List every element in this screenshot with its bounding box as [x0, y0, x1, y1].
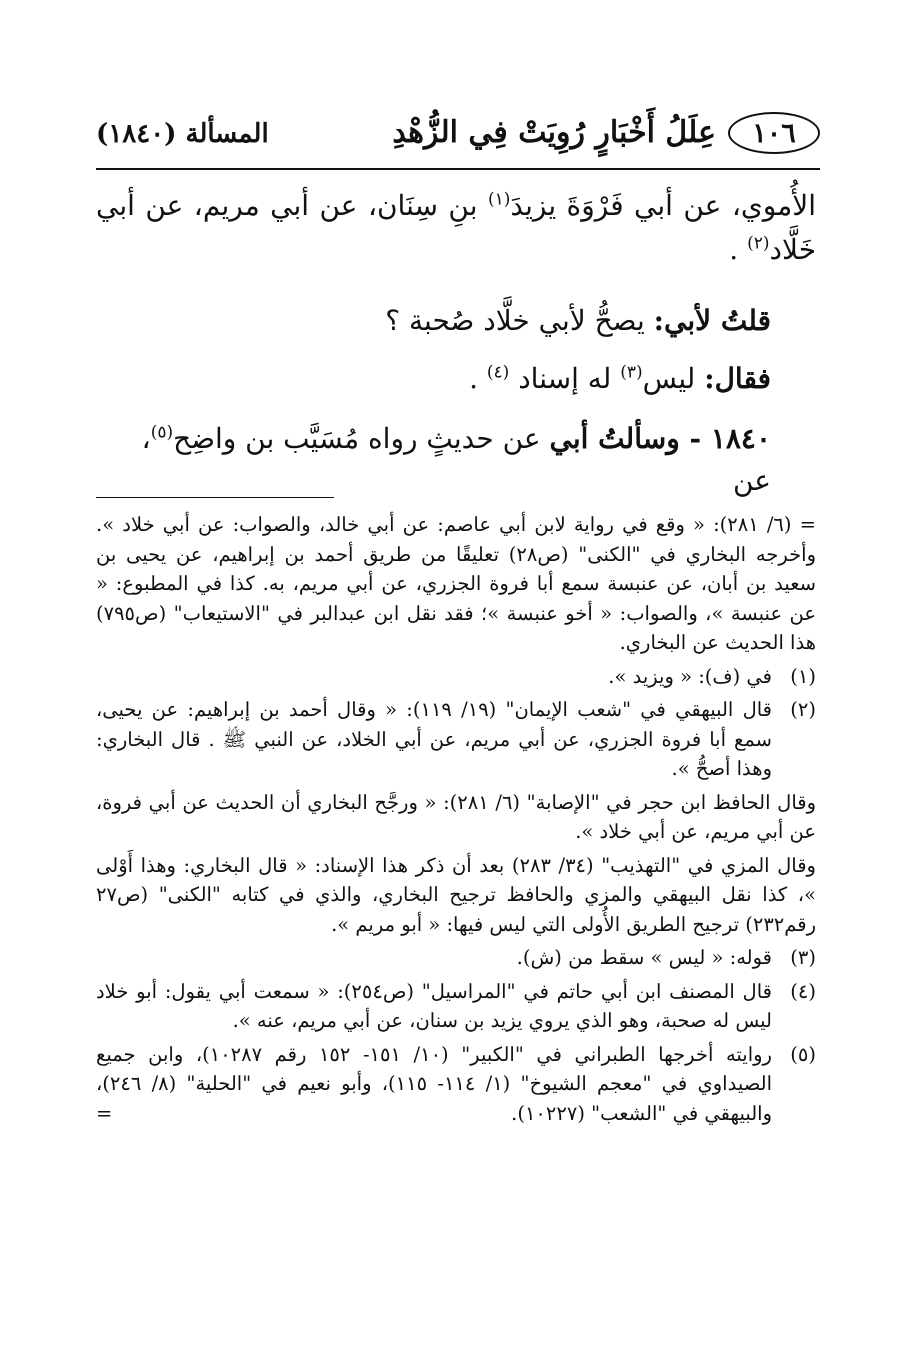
footnote-body	[96, 1040, 772, 1129]
answer-lead: فقال:	[704, 362, 771, 395]
main-text-segment: الأُموي، عن أبي فَرْوَةَ يزيدَ	[510, 189, 816, 222]
footnote-ref: (٣)	[620, 362, 643, 383]
footnote-number: (٤)	[790, 979, 816, 1003]
footnote-text-segment: روايته أخرجها الطبراني في "الكبير" (١٠/ ١٥١- ١٥٢ رقم ١٠٢٨٧)، وابن جميع الصيداوي في "معجم الشيوخ" (١/ ١١٤- ١١٥)، وأبو نعيم في "الحلية" (٨/ ٢٤٦)، والبيهقي في "الشعب" (١٠٢٢٧).	[96, 1042, 772, 1125]
answer-text: له إسناد	[509, 362, 621, 395]
question-lead: قلتُ لأبي:	[653, 304, 771, 337]
footnote	[96, 977, 816, 1036]
footnote-ref: (٤)	[486, 362, 510, 383]
footnote-text: قوله: « ليس » سقط من (ش).	[516, 946, 772, 969]
main-text-segment: .	[729, 233, 748, 266]
question-line	[96, 300, 816, 342]
answer-text: .	[469, 362, 487, 395]
book-title: عِلَلُ أَخْبَارٍ رُوِيَتْ فِي الزُّهْدِ	[392, 115, 716, 150]
footnote-text: وقال الحافظ ابن حجر في "الإصابة" (٦/ ٢٨١): « ورجَّح البخاري أن الحديث عن أبي فروة، عن أبي مريم، عن أبي خلاد ».	[96, 790, 816, 843]
page-header	[96, 112, 820, 162]
footnotes	[96, 510, 816, 1132]
footnote-body	[96, 943, 772, 973]
footnote-body	[96, 695, 772, 784]
footnote-continuation	[96, 510, 816, 658]
footnote	[96, 662, 816, 692]
main-text-segment: بنِ سِنَان، عن أبي مريم، عن أبي خَلَّاد	[96, 189, 816, 266]
footnote-text: قال المصنف ابن أبي حاتم في "المراسيل" (ص٢٥٤): « سمعت أبي يقول: أبو خلاد ليس له صحبة، وهو الذي يروي يزيد بن سنان، عن أبي مريم، عنه ».	[96, 979, 772, 1032]
main-text	[96, 184, 816, 502]
footnote-body	[96, 662, 772, 692]
issue-label: المسألة (١٨٤٠)	[96, 119, 269, 149]
issue-text: عن حديثٍ رواه مُسَيَّب بن واضِح	[173, 422, 550, 455]
footnote-body	[96, 977, 772, 1036]
footnote-text	[96, 1040, 772, 1129]
issue-start-line	[96, 418, 816, 502]
footnote-ref: (٢)	[747, 233, 770, 254]
answer-line	[96, 358, 816, 400]
continued-marker: =	[96, 1101, 113, 1125]
footnote-number: (٣)	[790, 946, 816, 969]
footnote-text: قال البيهقي في "شعب الإيمان" (١٩/ ١١٩): « وقال أحمد بن إبراهيم: عن يحيى، سمع أبا فروة الجزري، عن أبي مريم، عن أبي الخلاد، عن النبي ﷺ . قال البخاري: وهذا أصحُّ ».	[96, 698, 772, 780]
footnote-ref: (١)	[487, 189, 511, 210]
header-rule	[96, 168, 820, 170]
footnote-continuation	[96, 788, 816, 847]
footnote-number: (١)	[790, 664, 816, 688]
footnote-number: (٢)	[790, 698, 816, 721]
footnote	[96, 1040, 816, 1129]
issue-text: ، عن	[141, 422, 771, 497]
footnote-number: (٥)	[790, 1042, 816, 1066]
footnote-text: = (٦/ ٢٨١): « وقع في رواية لابن أبي عاصم: عن أبي خالد، والصواب: عن أبي خلاد ». وأخرجه البخاري في "الكنى" (ص٢٨) تعليقًا من طريق أحمد بن إبراهيم، عن يحيى بن سعيد بن أبان، عن عنبسة سمع أبا فروة الجزري، عن أبي مريم، به. كذا في المطبوع: « عن عنبسة »، والصواب: « أخو عنبسة »؛ فقد نقل ابن عبدالبر في "الاستيعاب" (ص٧٩٥) هذا الحديث عن البخاري.	[96, 513, 816, 654]
footnote	[96, 943, 816, 973]
footnote-text: وقال المزي في "التهذيب" (٣٤/ ٢٨٣) بعد أن ذكر هذا الإسناد: « قال البخاري: وهذا أَوْلى »، كذا نقل البيهقي والمزي والحافظ ترجيح البخاري، والذي في كتابه "الكنى" (ص٢٧ رقم٢٣٢) ترجيح الطريق الأُولى التي ليس فيها: « أبو مريم ».	[96, 853, 816, 936]
footnote	[96, 695, 816, 784]
main-paragraph	[96, 184, 816, 272]
answer-text: ليس	[642, 362, 705, 395]
footnote-continuation	[96, 851, 816, 940]
issue-lead: ١٨٤٠ - وسألتُ أبي	[549, 422, 771, 455]
page-number: ١٠٦	[728, 112, 820, 154]
footnote-ref: (٥)	[150, 422, 174, 443]
question-text: يصحُّ لأبي خلَّاد صُحبة ؟	[385, 304, 654, 337]
footnote-text: في (ف): « ويزيد ».	[608, 664, 772, 688]
footnote-separator	[96, 497, 334, 498]
